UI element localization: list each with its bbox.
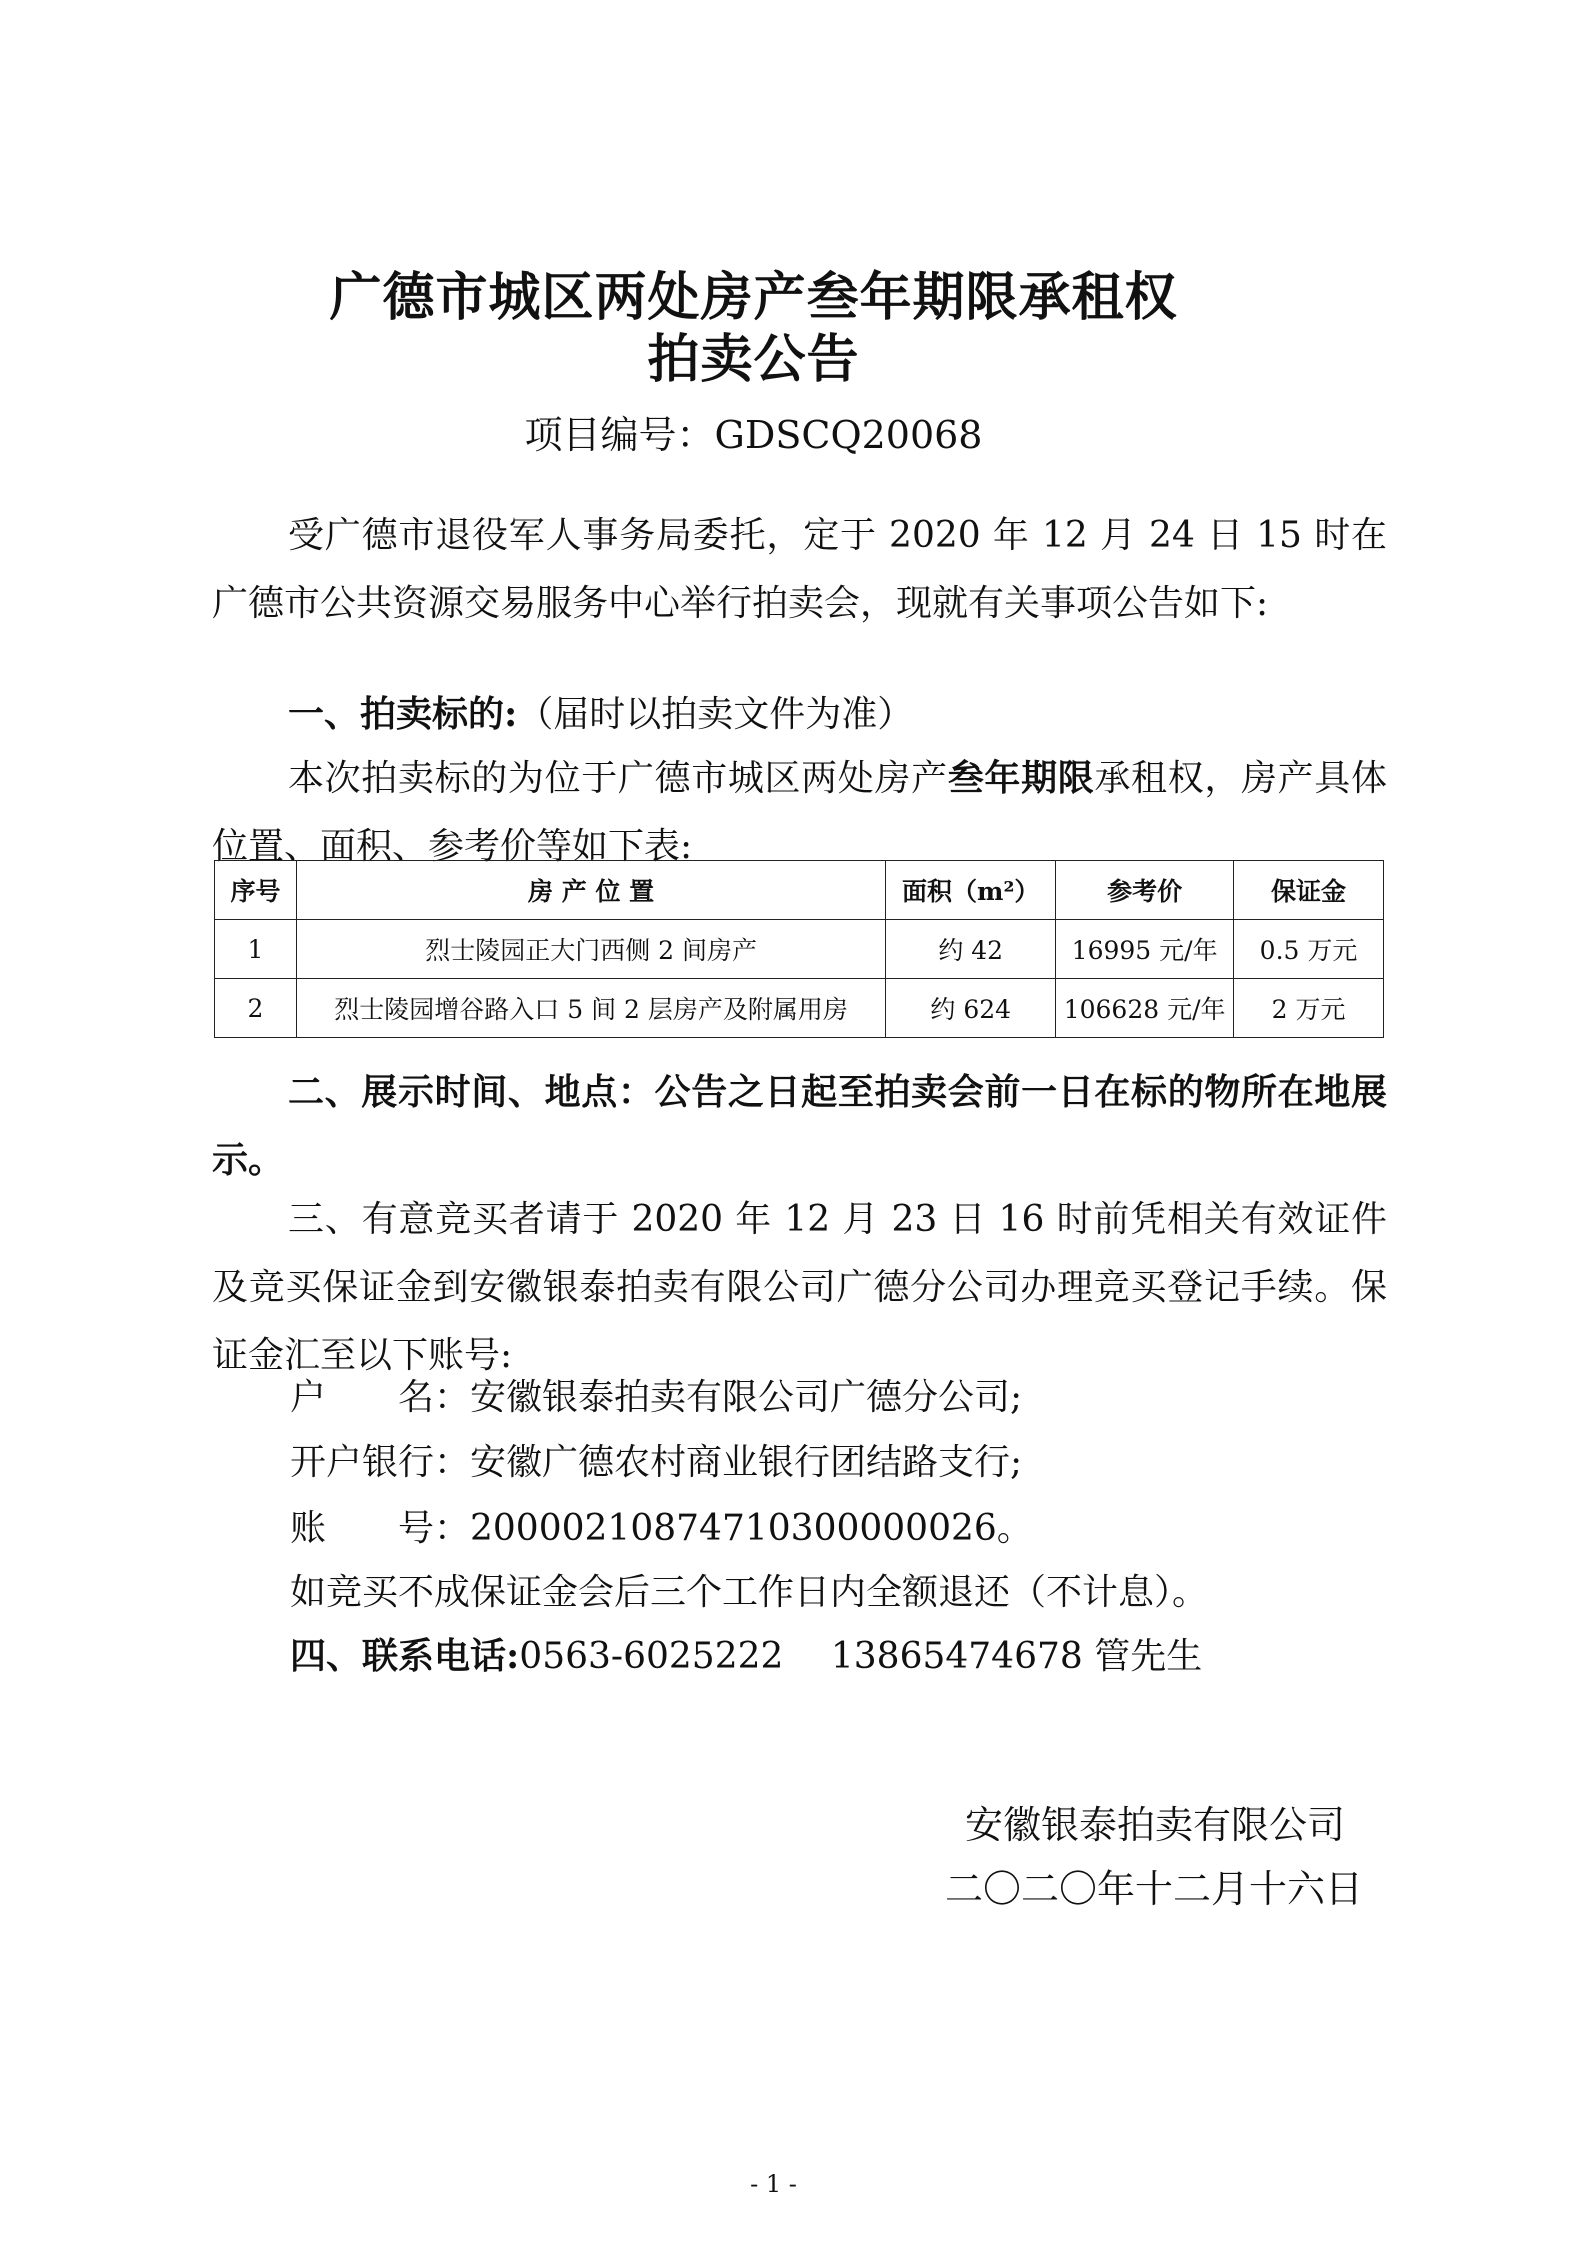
account-name: 户 名：安徽银泰拍卖有限公司广德分公司; [290, 1377, 1023, 1418]
account-bank: 开户银行：安徽广德农村商业银行团结路支行; [290, 1442, 1023, 1483]
signature-company: 安徽银泰拍卖有限公司 [965, 1803, 1346, 1847]
title-line-2: 拍卖公告 [647, 329, 860, 390]
contact-label: 四、联系电话: [290, 1635, 520, 1677]
intro-paragraph: 受广德市退役军人事务局委托，定于 2020 年 12 月 24 日 15 时在广德市公共资源交易服务中心举行拍卖会，现就有关事项公告如下: [212, 515, 1387, 624]
project-number: 项目编号：GDSCQ20068 [524, 413, 983, 457]
cell-deposit: 0.5 万元 [1234, 920, 1384, 979]
table-header-row [215, 861, 1384, 920]
section-1-text-b: 叁年期限 [947, 757, 1095, 799]
section-1-text-c: 承租权，房产具体位置、面积、参考价等如下表: [212, 758, 1387, 867]
section-1 [212, 680, 1387, 749]
section-1-text-a: 本次拍卖标的为位于广德市城区两处房产 [288, 758, 948, 799]
cell-price: 106628 元/年 [1056, 979, 1234, 1038]
cell-index: 2 [215, 979, 297, 1038]
signature-date: 二〇二〇年十二月十六日 [945, 1867, 1364, 1911]
section-1-note: （届时以拍卖文件为准） [517, 694, 914, 735]
cell-area: 约 42 [886, 920, 1056, 979]
header-cell-index: 序号 [215, 861, 297, 920]
cell-area: 约 624 [886, 979, 1056, 1038]
cell-index: 1 [215, 920, 297, 979]
property-table [214, 860, 1384, 1038]
refund-note: 如竞买不成保证金会后三个工作日内全额退还（不计息）。 [290, 1572, 1209, 1613]
header-cell-area: 面积（m²） [886, 861, 1056, 920]
section-3: 三、有意竞买者请于 2020 年 12 月 23 日 16 时前凭相关有效证件及竞买保证金到安徽银泰拍卖有限公司广德分公司办理竞买登记手续。保证金汇至以下账号: [212, 1199, 1387, 1376]
title-line-1: 广德市城区两处房产叁年期限承租权 [329, 267, 1178, 328]
page-number: - 1 - [750, 2170, 797, 2198]
table-row [215, 920, 1384, 979]
section-2: 二、展示时间、地点：公告之日起至拍卖会前一日在标的物所在地展示。 [212, 1071, 1387, 1181]
cell-deposit: 2 万元 [1234, 979, 1384, 1038]
account-number: 账 号：20000210874710300000026。 [290, 1508, 1033, 1549]
header-cell-deposit: 保证金 [1234, 861, 1384, 920]
header-cell-location: 房 产 位 置 [296, 861, 885, 920]
cell-location: 烈士陵园正大门西侧 2 间房产 [296, 920, 885, 979]
contact-line [290, 1631, 1202, 1682]
cell-price: 16995 元/年 [1056, 920, 1234, 979]
cell-location: 烈士陵园增谷路入口 5 间 2 层房产及附属用房 [296, 979, 885, 1038]
table-row [215, 979, 1384, 1038]
header-cell-price: 参考价 [1056, 861, 1234, 920]
contact-numbers: 0563-6025222 13865474678 管先生 [519, 1636, 1203, 1677]
section-1-heading: 一、拍卖标的: [288, 693, 518, 735]
